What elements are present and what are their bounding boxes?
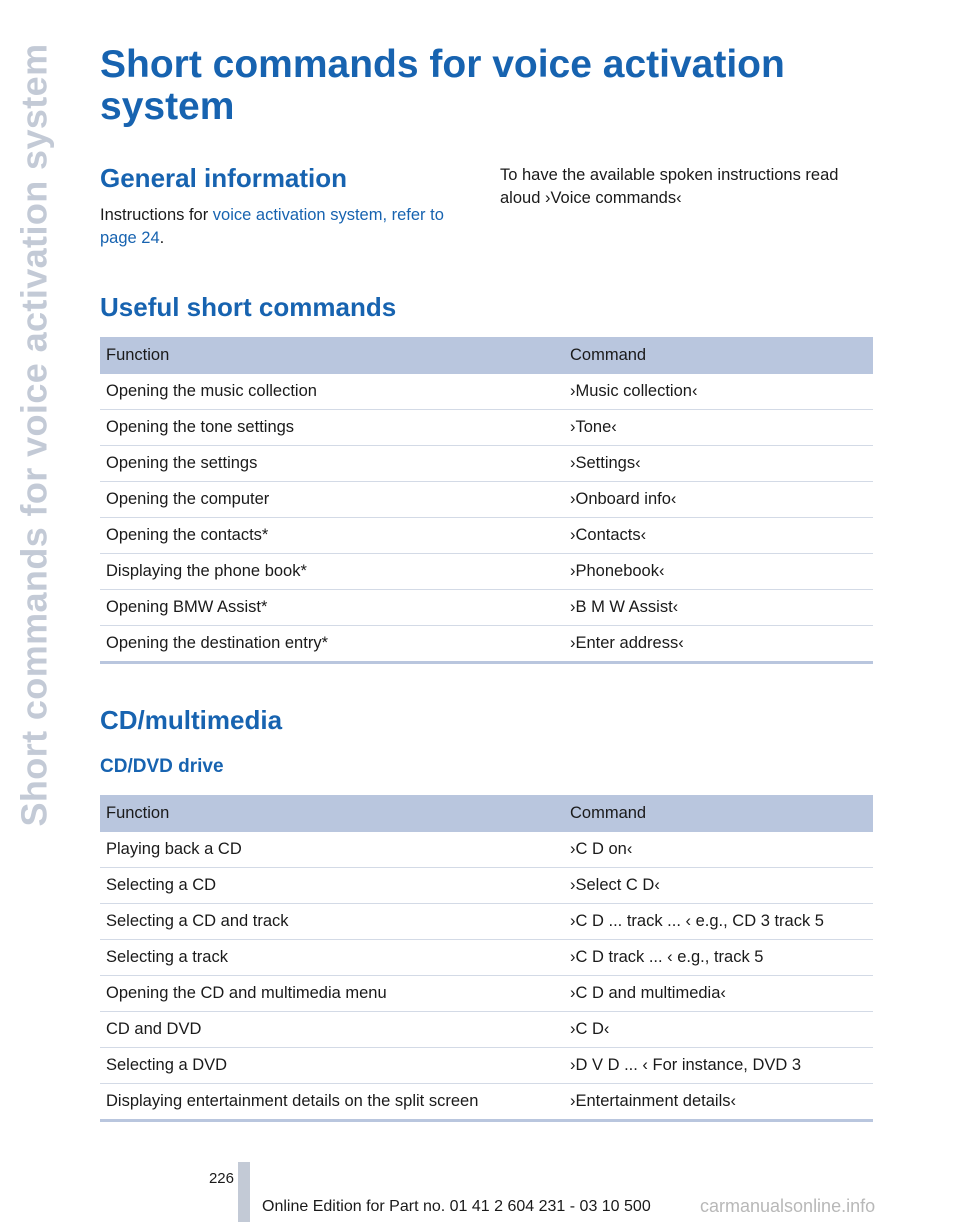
footer-divider-bar — [238, 1162, 250, 1222]
page-title: Short commands for voice activation system — [100, 43, 785, 128]
general-text-suffix: . — [159, 229, 165, 247]
command-cell: ›C D ... track ... ‹ e.g., CD 3 track 5 — [564, 904, 873, 940]
page-number: 226 — [208, 1170, 234, 1187]
table-row — [100, 446, 873, 482]
command-cell: ›Settings‹ — [564, 446, 873, 482]
function-cell: Selecting a CD and track — [100, 904, 564, 940]
table-row — [100, 868, 873, 904]
general-information-heading: General information — [100, 163, 348, 193]
command-cell: ›Phonebook‹ — [564, 554, 873, 590]
table-row — [100, 1012, 873, 1048]
table-header-row — [100, 795, 873, 832]
voice-activation-link[interactable]: voice activation system, refer to page 24 — [100, 206, 444, 247]
function-cell: Selecting a CD — [100, 868, 564, 904]
table-row — [100, 940, 873, 976]
column-header-command: Command — [564, 795, 873, 832]
function-cell: Displaying the phone book* — [100, 554, 564, 590]
table-row — [100, 410, 873, 446]
function-cell: Playing back a CD — [100, 832, 564, 868]
column-header-command: Command — [564, 337, 873, 374]
command-cell: ›B M W Assist‹ — [564, 590, 873, 626]
function-cell: Opening the CD and multimedia menu — [100, 976, 564, 1012]
table-row — [100, 976, 873, 1012]
function-cell: Opening the computer — [100, 482, 564, 518]
general-information-text — [100, 204, 480, 250]
table-row — [100, 1048, 873, 1084]
table-row — [100, 518, 873, 554]
command-cell: ›Tone‹ — [564, 410, 873, 446]
function-cell: Opening the settings — [100, 446, 564, 482]
table-header-row — [100, 337, 873, 374]
cd-dvd-drive-subheading: CD/DVD drive — [100, 756, 224, 777]
command-cell: ›D V D ... ‹ For instance, DVD 3 — [564, 1048, 873, 1084]
function-cell: Opening the tone settings — [100, 410, 564, 446]
command-cell: ›C D and multimedia‹ — [564, 976, 873, 1012]
useful-short-commands-heading: Useful short commands — [100, 292, 397, 322]
column-header-function: Function — [100, 337, 564, 374]
command-cell: ›Select C D‹ — [564, 868, 873, 904]
function-cell: Selecting a track — [100, 940, 564, 976]
command-cell: ›C D on‹ — [564, 832, 873, 868]
function-cell: Displaying entertainment details on the split screen — [100, 1084, 564, 1121]
voice-commands-hint: To have the available spoken instructions read aloud ›Voice commands‹ — [500, 166, 839, 207]
general-text-prefix: Instructions for — [100, 206, 213, 224]
command-cell: ›Music collection‹ — [564, 374, 873, 410]
table-row — [100, 832, 873, 868]
table-row — [100, 482, 873, 518]
function-cell: CD and DVD — [100, 1012, 564, 1048]
table-row — [100, 554, 873, 590]
function-cell: Opening the destination entry* — [100, 626, 564, 663]
side-section-title — [0, 0, 70, 870]
command-cell: ›Contacts‹ — [564, 518, 873, 554]
cd-multimedia-heading: CD/multimedia — [100, 705, 283, 735]
edition-note: Online Edition for Part no. 01 41 2 604 231 - 03 10 500 — [262, 1198, 651, 1215]
command-cell: ›C D‹ — [564, 1012, 873, 1048]
site-watermark: carmanualsonline.info — [700, 1196, 876, 1216]
command-cell: ›Enter address‹ — [564, 626, 873, 663]
command-cell: ›C D track ... ‹ e.g., track 5 — [564, 940, 873, 976]
table-row — [100, 904, 873, 940]
table-row — [100, 1084, 873, 1121]
function-cell: Selecting a DVD — [100, 1048, 564, 1084]
table-row — [100, 590, 873, 626]
cd-dvd-commands-table — [100, 795, 873, 1122]
command-cell: ›Onboard info‹ — [564, 482, 873, 518]
side-section-title-text: Short commands for voice activation system — [14, 43, 55, 827]
useful-commands-table — [100, 337, 873, 664]
function-cell: Opening the contacts* — [100, 518, 564, 554]
table-row — [100, 626, 873, 663]
function-cell: Opening the music collection — [100, 374, 564, 410]
command-cell: ›Entertainment details‹ — [564, 1084, 873, 1121]
table-row — [100, 374, 873, 410]
column-header-function: Function — [100, 795, 564, 832]
function-cell: Opening BMW Assist* — [100, 590, 564, 626]
